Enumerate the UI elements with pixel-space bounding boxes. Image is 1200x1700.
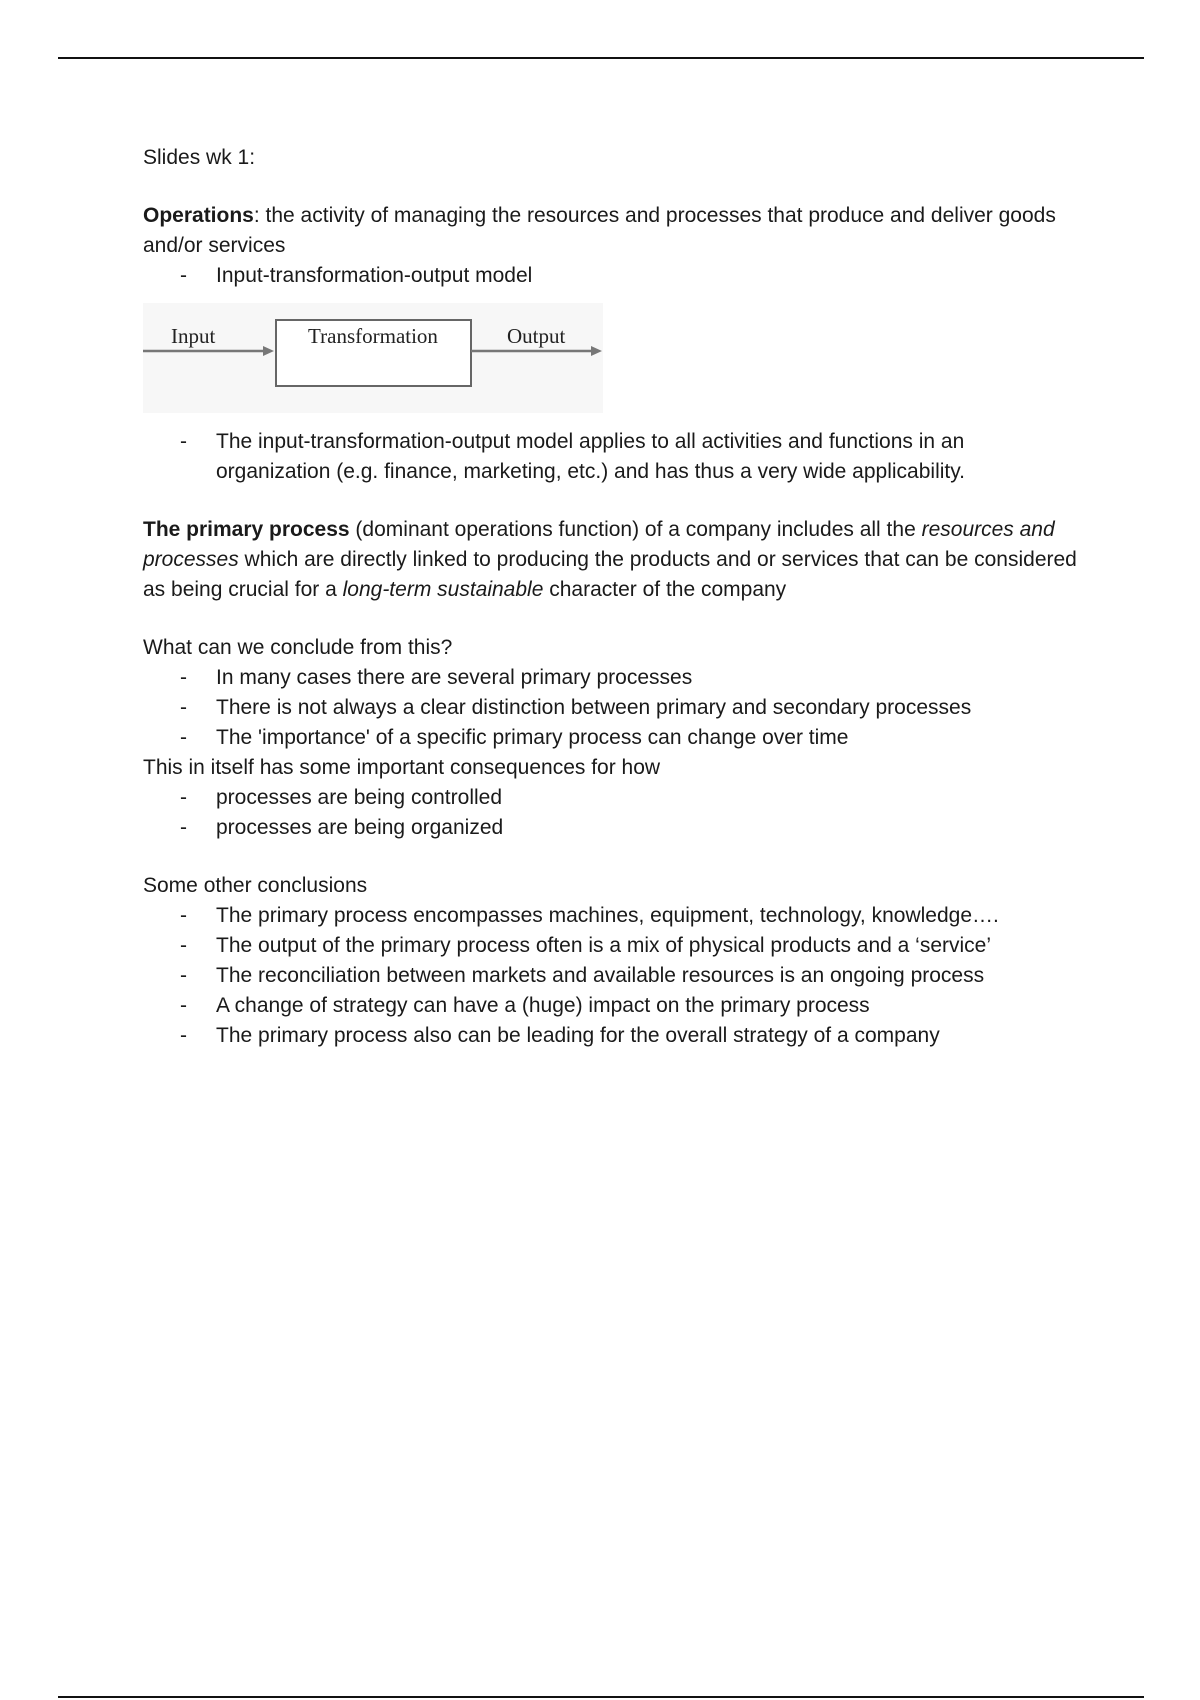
conclude-list (143, 663, 1083, 753)
document-body (143, 143, 1083, 1051)
primary-italic-2: long-term sustainable (342, 578, 544, 601)
top-rule (58, 57, 1144, 59)
primary-text-2: which are directly linked to producing the products and or services that can be considered as being crucial for a (143, 548, 1077, 601)
bottom-rule (58, 1696, 1144, 1698)
input-label: Input (171, 324, 216, 348)
consequence-text: This in itself has some important consequences for how (143, 756, 661, 779)
other-conclusions-list (143, 901, 1083, 1051)
operations-list (143, 261, 1083, 291)
heading: Slides wk 1: (143, 146, 256, 169)
consequence-list (143, 783, 1083, 843)
transformation-label: Transformation (308, 324, 438, 348)
primary-text-1: (dominant operations function) of a company includes all the (349, 518, 922, 541)
other-conclusions-heading: Some other conclusions (143, 874, 368, 897)
primary-italic-1: resources and processes (143, 518, 1055, 571)
list-item: - The input-transformation-output model applies to all activities and functions in an organization (e.g. finance, marketing, etc.) and has thus a very wide applicability. (216, 427, 1083, 487)
primary-process-definition (143, 515, 1083, 605)
list-item: - processes are being controlled (216, 783, 1083, 813)
operations-definition-text: : the activity of managing the resources and processes that produce and deliver goods and/or services (143, 204, 1056, 257)
primary-text-3: character of the company (543, 578, 787, 601)
list-item: - The output of the primary process often is a mix of physical products and a ‘service’ (216, 931, 1083, 961)
list-item: - The primary process also can be leading for the overall strategy of a company (216, 1021, 1083, 1051)
list-item: - The reconciliation between markets and available resources is an ongoing process (216, 961, 1083, 991)
list-item: - The primary process encompasses machines, equipment, technology, knowledge…. (216, 901, 1083, 931)
list-item: - A change of strategy can have a (huge) impact on the primary process (216, 991, 1083, 1021)
model-note-list (143, 427, 1083, 487)
conclude-question: What can we conclude from this? (143, 636, 453, 659)
list-item: - The 'importance' of a specific primary process can change over time (216, 723, 1083, 753)
list-item: - Input-transformation-output model (216, 261, 1083, 291)
list-item: - processes are being organized (216, 813, 1083, 843)
diagram-svg (143, 303, 603, 413)
operations-term: Operations (143, 204, 254, 227)
primary-process-term: The primary process (143, 518, 350, 541)
operations-definition (143, 201, 1083, 261)
output-label: Output (507, 324, 566, 348)
list-item: - There is not always a clear distinction between primary and secondary processes (216, 693, 1083, 723)
input-transformation-output-diagram (143, 303, 603, 413)
list-item: - In many cases there are several primary processes (216, 663, 1083, 693)
